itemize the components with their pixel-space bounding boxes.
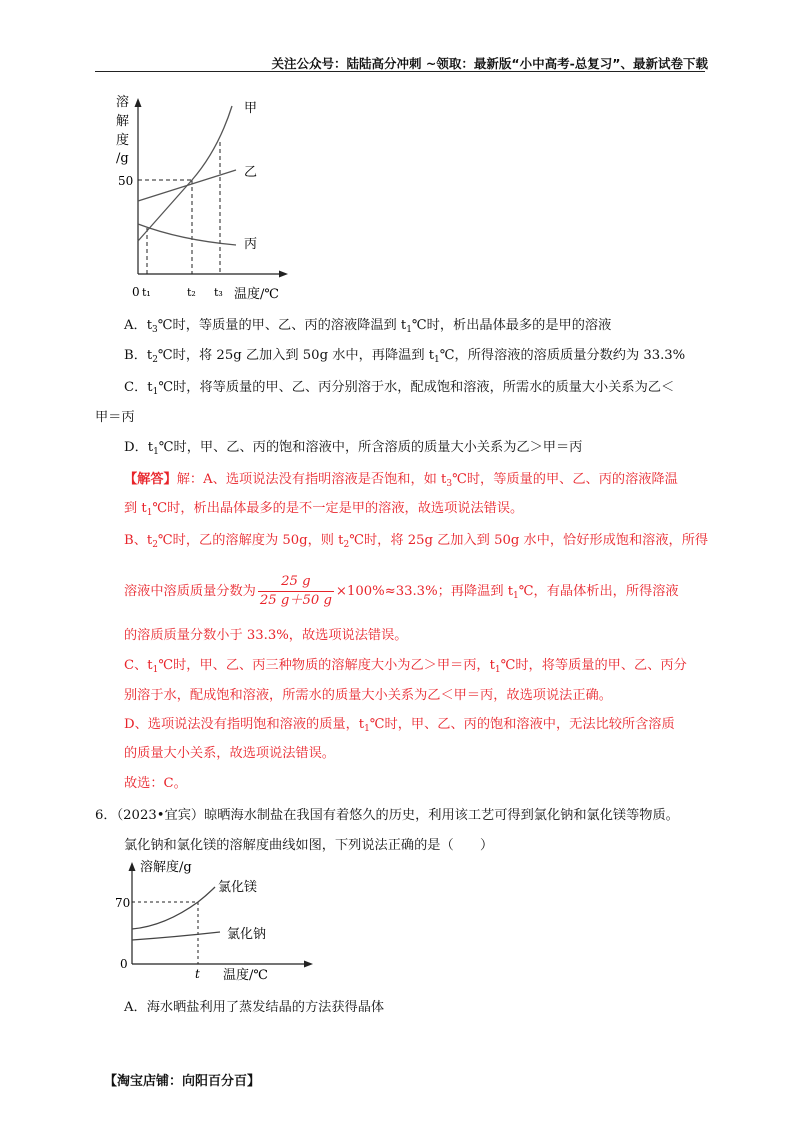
ylabel-char-3: 度 — [116, 133, 130, 148]
q5-option-a: A．$t_3℃$时，等质量的甲、乙、丙的溶液降温到 $t_1℃$时，析出晶体最多的是甲的溶液 — [124, 318, 612, 335]
label-yi: 乙 — [244, 165, 258, 180]
answer-line-5: 的溶质质量分数小于 33.3%，故选项说法错误。 — [124, 628, 408, 643]
page-footer: 【淘宝店铺：向阳百分百】 — [104, 1074, 261, 1089]
answer-line-4: 溶液中溶质质量分数为 $\frac{25 g}{25 g+50 g}$ ×100%≈33.3%；再降温到 $t_1℃$，有晶体析出，所得溶液 — [124, 574, 679, 608]
q5-option-b: B．$t_2℃$时，将 25g 乙加入到 50g 水中，再降温到 $t_1℃$，所得溶液的溶质质量分数约为 33.3% — [124, 348, 686, 365]
label-mgcl2: 氯化镁 — [218, 880, 258, 895]
x-tick-t2: t₂ — [187, 286, 196, 299]
ylabel-char-4: /g — [116, 151, 129, 166]
solubility-graph-2 — [115, 854, 315, 984]
curve-mgcl2 — [132, 887, 215, 929]
g2-xlabel: 温度/℃ — [223, 968, 268, 983]
answer-line-3: B、$t_2℃$时，乙的溶解度为 50g，则 $t_2℃$时，将 25g 乙加入到 50g 水中，恰好形成饱和溶液，所得 — [124, 533, 709, 550]
label-nacl: 氯化钠 — [227, 927, 267, 942]
answer-line-9: 的质量大小关系，故选项说法错误。 — [124, 746, 335, 761]
q6-stem-2: 氯化钠和氯化镁的溶解度曲线如图，下列说法正确的是（ ） — [124, 838, 494, 853]
curve-bing — [138, 224, 236, 245]
curve-nacl — [132, 932, 220, 940]
q6-option-a: A．海水晒盐利用了蒸发结晶的方法获得晶体 — [124, 1000, 385, 1015]
x-tick-t3: t₃ — [214, 286, 223, 299]
x-axis-arrow — [279, 271, 288, 278]
y-tick-50: 50 — [118, 174, 134, 188]
g2-x-arrow — [304, 961, 313, 968]
answer-line-8: D、选项说法没有指明饱和溶液的质量，$t_1℃$时，甲、乙、丙的饱和溶液中，无法比较所含溶质 — [124, 717, 675, 734]
graph2-ylabel: 溶解度/g — [140, 860, 192, 875]
curve-jia — [138, 106, 232, 241]
g2-y-tick-70: 70 — [115, 896, 131, 910]
fraction: $\frac{25 g}{25 g+50 g}$ — [259, 574, 332, 608]
header-divider — [95, 71, 705, 72]
q5-option-d: D．$t_1℃$时，甲、乙、丙的饱和溶液中，所含溶质的质量大小关系为乙＞甲＝丙 — [124, 440, 583, 457]
solubility-graph-1 — [110, 92, 300, 307]
label-jia: 甲 — [244, 101, 258, 116]
y-axis-arrow — [135, 98, 142, 107]
answer-tag: 【解答】 — [124, 472, 177, 487]
q5-option-c-cont: 甲＝丙 — [95, 410, 135, 425]
g2-x-tick-t: t — [195, 967, 200, 981]
answer-line-6: C、$t_1℃$时，甲、乙、丙三种物质的溶解度大小为乙＞甲＝丙，$t_1℃$时，将等质量的甲、乙、丙分 — [124, 658, 687, 675]
ylabel-char-2: 解 — [116, 114, 130, 129]
answer-line-10: 故选：C。 — [124, 776, 187, 791]
answer-line-2: 到 $t_1℃$时，析出晶体最多的是不一定是甲的溶液，故选项说法错误。 — [124, 501, 524, 518]
ylabel-char-1: 溶 — [116, 95, 130, 110]
origin-0: 0 — [132, 285, 140, 299]
answer-line-1: 【解答】解：A、选项说法没有指明溶液是否饱和，如 $t_3℃$时，等质量的甲、乙、丙的溶液降温 — [124, 472, 678, 489]
x-tick-t1: t₁ — [142, 286, 151, 299]
label-bing: 丙 — [244, 237, 258, 252]
answer-line-7: 别溶于水，配成饱和溶液，所需水的质量大小关系为乙＜甲＝丙，故选项说法正确。 — [124, 688, 612, 703]
page-header: 关注公众号：陆陆高分冲刺 ~领取：最新版“小中高考-总复习”、最新试卷下载 — [271, 56, 708, 71]
x-axis-label: 温度/℃ — [234, 287, 279, 302]
q5-option-c: C．$t_1℃$时，将等质量的甲、乙、丙分别溶于水，配成饱和溶液，所需水的质量大小关系为乙＜ — [124, 380, 675, 397]
g2-y-arrow — [129, 862, 136, 871]
g2-origin: 0 — [120, 957, 128, 971]
curve-yi — [138, 170, 236, 201]
q6-stem-1: 6．（2023•宜宾）晾晒海水制盐在我国有着悠久的历史，利用该工艺可得到氯化钠和氯化镁等物质。 — [95, 808, 679, 823]
